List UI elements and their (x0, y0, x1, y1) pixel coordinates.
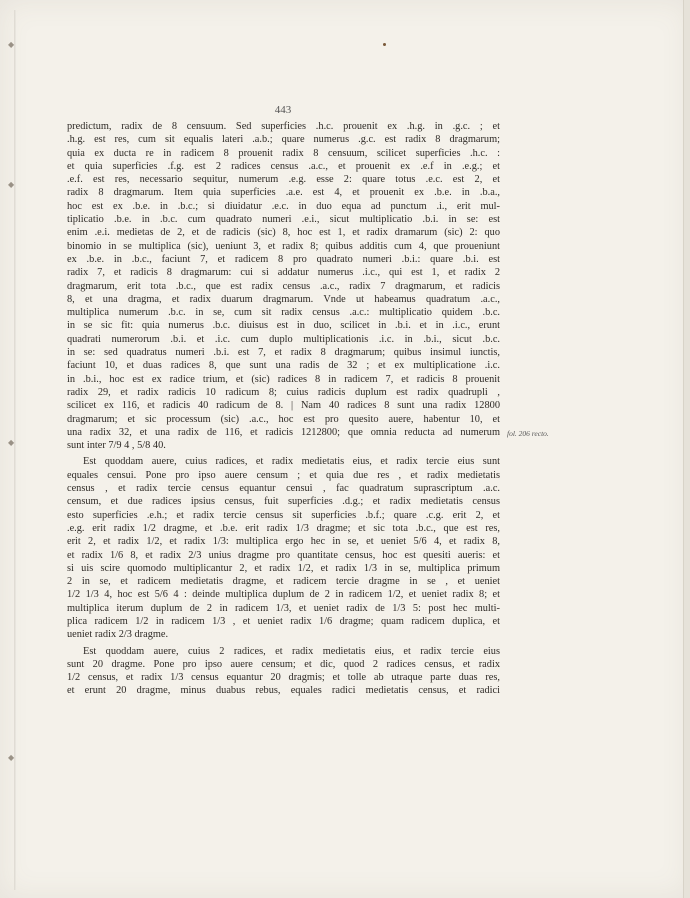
text-line: quadrati numerorum .b.i. et .i.c. cum duplo multiplicationis .i.c. in .b.i., sicut .b.c. (67, 333, 500, 345)
text-line: 1/2 1/3 4, hoc est 5/6 4 : deinde multiplica duplum de 2 in radicem 1/2, et ueniet radix 8; et (67, 589, 500, 601)
text-line: radix 8 dragmarum. Item quia superficies .a.e. est 4, et prouenit ex .b.e. in .b.a., (67, 187, 500, 199)
body-text (67, 120, 500, 698)
text-line: enim .e.i. medietas de 2, et de radicis (sic) 8, hoc est 1, et radix dramarum (sic) 2: quo (67, 227, 500, 239)
text-line: predictum, radix de 8 censuum. Sed superficies .h.c. prouenit ex .h.g. in .g.c. ; et (67, 121, 500, 132)
paper-spot (383, 43, 386, 46)
text-line: multiplica numerum .b.c. in se, cum sit radix census .a.c.: multiplicatio quidem .b.c. (67, 307, 500, 319)
margin-note: fol. 206 recto. (507, 429, 549, 438)
gutter-mark-icon: ◆ (8, 40, 15, 49)
text-line: faciunt 10, et duas radices 8, que sunt una radis de 32 ; et ex multiplicatione .i.c. (67, 360, 500, 372)
gutter-mark-icon: ◆ (8, 753, 15, 762)
text-line: Est quoddam auere, cuius 2 radices, et radix medietatis eius, et radix tercie eius (83, 645, 500, 657)
text-line: radix 29, et radix radicis 10 radicum 8; cuius radicis duplum est radix quadrupli , (67, 386, 500, 398)
text-line: in se sic fit: quia numerus .b.c. diuisus est in duo, scilicet in .b.i. et in .i.c., erunt (67, 320, 500, 332)
page-number: 443 (274, 104, 292, 116)
text-line: binomio in se multiplica (sic), ueniunt 3, et radix 8; quibus additis cum 4, que proueniunt (67, 240, 500, 252)
text-line: quia ex ducta re in radicem 8 prouenit radix 8 censuum, scilicet superficies .h.c. : (67, 147, 500, 159)
text-line: tiplicatio .b.e. in .b.c. cum quadrato numeri .e.i., sicut multiplicatio .b.i. in se: est (67, 214, 500, 226)
text-line: scilicet ex 116, et radicis 40 radicum de 8. | Nam 40 radices 8 sunt una radix 12800 (67, 400, 500, 412)
text-line: 2 in se, et radicem medietatis dragme, et radicem tercie dragme in se , et ueniet (67, 576, 500, 588)
text-line: equales censui. Pone pro ipso auere censum ; et quia due res , et radix medietatis (67, 469, 500, 481)
text-line: census , et radix tercie census equantur censui , fac quadratum suprascriptum .a.c. (67, 483, 500, 495)
text-line: .e.g. erit radix 1/2 dragme, et .b.e. erit radix 1/3 dragme; et sic tota .b.c., que est res, (67, 522, 500, 534)
text-line: censum, et due radices ipsius census, fuit superficies .d.g.; et radix medietatis census (67, 496, 500, 508)
text-line: 1/2 census, et radix 1/3 census equantur 20 dragmis; et tolle ab utraque parte duas res, (67, 672, 500, 684)
text-line: sunt 20 dragme. Pone pro ipso auere censum; et dic, quod 2 radices census, et radix (67, 658, 500, 670)
text-line: in se: sed quadratus numeri .b.i. est 7, et radix 8 dragmarum; quibus insimul iunctis, (67, 347, 500, 359)
text-line: et erunt 20 dragme, minus duabus rebus, equales radici medietatis census, et radici (67, 685, 500, 697)
text-line: radix 7, et radicis 8 dragmarum: cui si addatur numerus .i.c., qui est 1, et radix 2 (67, 267, 500, 279)
text-line: et quia superficies .f.g. est 2 radices census .a.c., et prouenit ex .e.f in .e.g.; et (67, 160, 500, 172)
text-line: et radix 1/6 8, et radix 2/3 unius dragme pro quantitate census, hoc est quesiti aueris: et (67, 549, 500, 561)
gutter-mark-icon: ◆ (8, 438, 15, 447)
text-line: Est quoddam auere, cuius radices, et radix medietatis eius, et radix tercie eius sunt (83, 456, 500, 468)
text-line: 8, et una dragma, et radix duarum dragmarum. Vnde ut habeamus quadratum .a.c., (67, 293, 500, 305)
text-line: esto superficies .e.h.; et radix tercie census sit superficies .b.f.; quare .c.g. erit 2, et (67, 509, 500, 521)
text-line: una radix 32, et una radix de 116, et radicis 1212800; que omnia reducta ad numerum (67, 426, 500, 438)
text-line: hoc est ex .b.e. in .b.c.; si diuidatur .e.c. in duo equa ad punctum .i., erit mul- (67, 200, 500, 212)
text-line: ex .b.e. in .b.c., faciunt 7, et radicem 8 pro quadrato numeri .b.i.: quare .b.i. est (67, 253, 500, 265)
gutter-mark-icon: ◆ (8, 180, 15, 189)
page-edge (683, 0, 690, 898)
text-line: multiplica iterum duplum de 2 in radicem 1/3, et ueniet radix de 1/3 5: post hec multi- (67, 602, 500, 614)
text-line: .e.f. est res, necessario sequitur, numerum .e.g. esse 2: quare totus .e.c. est 2, et (67, 174, 500, 186)
text-line: dragmarum; et sic processum (sic) .a.c., hoc est pro quesito auere, habentur 10, et (67, 413, 500, 425)
text-line: plica radicem 1/2 in radicem 1/3 , et ueniet radix 1/6 dragme; quam radicem duplica, et (67, 615, 500, 627)
text-line: erit 2, et radix 1/2, et radix 1/3: multiplica ergo hec in se, et ueniet 5/6 4, et radix 8, (67, 536, 500, 548)
text-line: .h.g. est res, cum sit equalis lateri .a.b.; quare numerus .g.c. est radix 8 dragmarum; (67, 134, 500, 146)
text-line: sunt inter 7/9 4 , 5/8 40. (67, 440, 166, 452)
text-line: si uis scire quomodo multiplicantur 2, et radix 1/2, et radix 1/3 in se, multiplica primum (67, 562, 500, 574)
text-line: dragmarum, erit tota .b.c., que est radix census .a.c., radix 7 dragmarum, et radicis (67, 280, 500, 292)
text-line: in .b.i., hoc est ex radice trium, et (sic) radices 8 in radicem 7, et radicis 8 prouenit (67, 373, 500, 385)
text-line: ueniet radix 2/3 dragme. (67, 629, 169, 641)
